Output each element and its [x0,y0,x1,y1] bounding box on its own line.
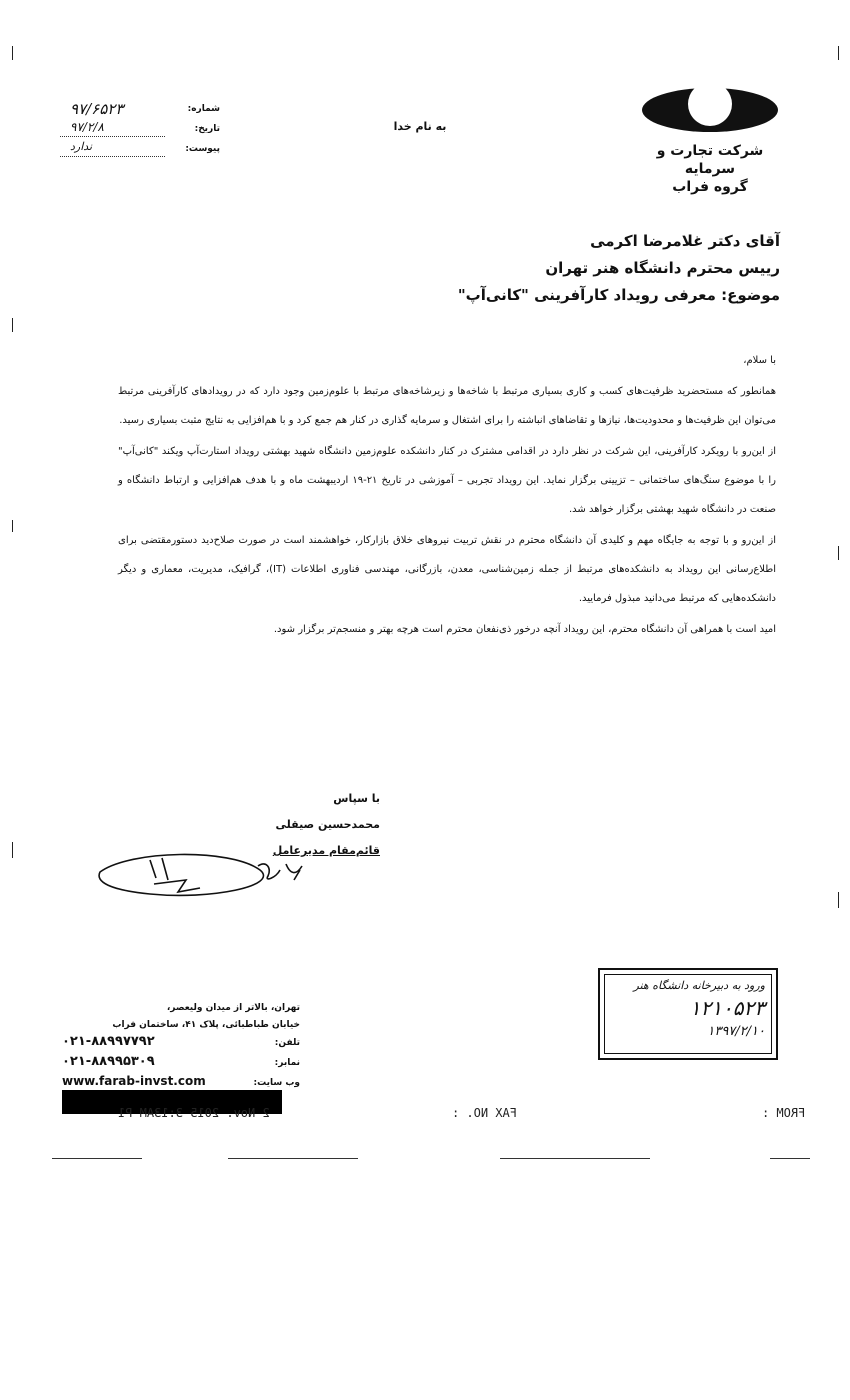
edge-mark [12,842,13,858]
edge-mark [838,46,839,60]
meta-dotted-line [60,136,165,137]
footer-value: www.farab-invst.com [62,1074,206,1088]
footer-label: وب سایت: [253,1078,300,1088]
company-footer [60,1000,300,1094]
edge-mark [838,892,839,908]
footer-value: ۰۲۱-۸۸۹۹۵۳۰۹ [62,1054,155,1069]
letter-subject: موضوع: معرفی رویداد کارآفرینی "کانی‌آپ" [457,286,780,304]
footer-label: نمابر: [274,1058,300,1068]
greeting: با سلام، [743,355,776,366]
stamp-line1: ورود به دبیرخانه دانشگاه هنر [633,979,765,992]
stamp-line3: ۱۳۹۷/۲/۱۰ [707,1024,765,1039]
meta-attachment [60,140,220,160]
body-paragraph: از این‌رو و با توجه به جایگاه مهم و کلیدی آن دانشگاه محترم در نقش تربیت نیروهای خلاق بازارکار، خواهشمند است در صورت صلاح‌دید دستورمقتضی برای اطلاع‌رسانی این رویداد به دانشکده‌های مرتبط از جمله زمین‌شناسی، معدن، بازرگانی، مهندسی فناوری اطلاعات (IT)، گرافیک، مدیریت، معماری و دیگر دانشکده‌هایی که مرتبط می‌دانید مبذول فرمایید. [118,535,776,604]
body-paragraph: از این‌رو با رویکرد کارآفرینی، این شرکت در نظر دارد در اقدامی مشترک در کنار دانشکده علوم‌زمین دانشگاه شهید بهشتی رویداد استارت‌آپ ویکند "کانی‌آپ" را با موضوع سنگ‌های ساختمانی – تزیینی برگزار نماید. این رویداد تجربی – آموزشی در تاریخ ۲۱-۱۹ اردیبهشت ماه و با هدف هم‌افزایی و ارتباط دانشگاه و صنعت در دانشگاه شهید بهشتی برگزار خواهد شد. [118,446,776,515]
recipient-position: رییس محترم دانشگاه هنر تهران [545,259,780,277]
edge-mark [12,520,13,532]
logo-line2: گروه فراب [672,179,748,195]
meta-label: شماره: [187,104,220,114]
meta-value: ندارد [70,140,93,153]
letter-body [118,346,776,646]
receipt-stamp [598,968,778,1060]
stamp-line2: ۱۲۱۰۵۲۳ [689,996,765,1020]
meta-dotted-line [60,156,165,157]
footer-label: تلفن: [274,1038,300,1048]
signer-title: قائم‌مقام مدیرعامل [272,844,380,857]
meta-value: ۹۷/۲/۸ [70,120,104,134]
closing-thanks: با سپاس [333,792,380,805]
recipient-name: آقای دکتر غلامرضا اکرمی [590,232,780,250]
company-logo [640,80,780,195]
logo-emblem-icon [640,80,780,140]
meta-label: پیوست: [185,144,220,154]
divider [228,1158,358,1159]
logo-line1: شرکت تجارت و سرمایه [656,143,764,177]
body-paragraph: همانطور که مستحضرید ظرفیت‌های کسب و کاری بسیاری مرتبط با شاخه‌ها و زیرشاخه‌های مرتبط با علوم‌زمین وجود دارد که در رویدادهای کارآفرینی مرتبط می‌توان این ظرفیت‌ها و محدودیت‌ها، نیازها و تقاضاهای انباشته را برای اشتغال و سرمایه گذاری در کنار هم جمع کرد و با هم‌افزایی به نتایج مثبت بسیاری رسید. [118,386,776,426]
footer-fax [60,1054,300,1074]
fax-date: 2 Nov. 2015 3:13AM P1 [118,1106,270,1120]
divider [500,1158,650,1159]
fax-from-label: FROM : [762,1106,806,1120]
receipt-stamp-inner [604,974,772,1054]
footer-phone [60,1034,300,1054]
letter-meta [60,100,220,160]
basmala: به نام خدا [393,120,447,133]
divider [52,1158,142,1159]
edge-mark [12,46,13,60]
address-line: تهران، بالاتر از میدان ولیعصر، [166,1003,300,1013]
handwritten-signature [90,830,320,910]
divider [770,1158,810,1159]
recipient-block [300,228,780,309]
meta-date [60,120,220,140]
edge-mark [12,318,13,332]
meta-label: تاریخ: [194,124,220,134]
meta-number [60,100,220,120]
fax-number-label: FAX NO. : [452,1106,518,1120]
body-paragraph: امید است با همراهی آن دانشگاه محترم، این رویداد آنچه درخور ذی‌نفعان محترم است هرچه بهتر و منسجم‌تر برگزار شود. [273,624,776,635]
footer-value: ۰۲۱-۸۸۹۹۷۷۹۲ [62,1034,155,1049]
address-line: خیابان طباطبائی، پلاک ۴۱، ساختمان فراب [112,1020,300,1030]
logo-text [640,142,780,196]
meta-value: ۹۷/۶۵۲۳ [70,100,124,118]
signer-name: محمدحسین صیقلی [275,818,380,831]
edge-mark [838,546,839,560]
